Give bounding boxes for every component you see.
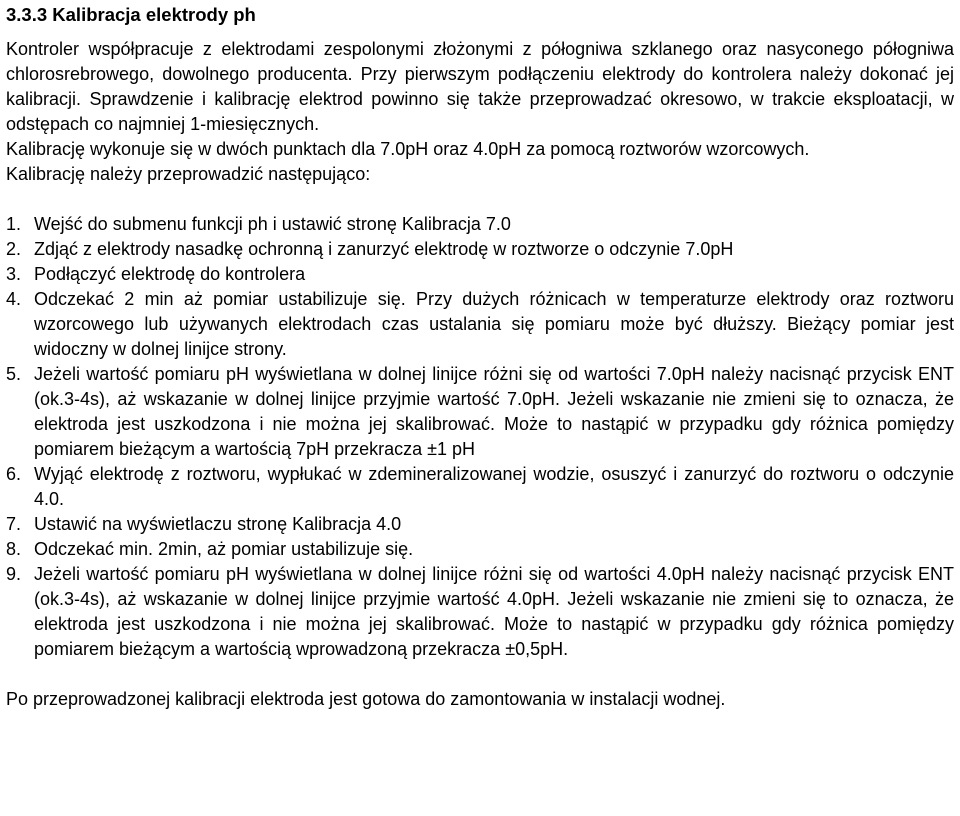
list-item <box>6 262 954 287</box>
step-number: 5. <box>6 364 22 384</box>
calibration-steps-list <box>6 212 954 662</box>
list-item <box>6 562 954 662</box>
list-item <box>6 512 954 537</box>
step-text: Wejść do submenu funkcji ph i ustawić stronę Kalibracja 7.0 <box>34 214 511 234</box>
step-text: Odczekać 2 min aż pomiar ustabilizuje się. Przy dużych różnicach w temperaturze elektrody oraz roztworu wzorcowego lub używanych elektrodach czas ustalania się pomiaru może być dłuższy. Bieżący pomiar jest widoczny w dolnej linijce strony. <box>34 289 954 359</box>
step-text: Jeżeli wartość pomiaru pH wyświetlana w dolnej linijce różni się od wartości 4.0pH należy nacisnąć przycisk ENT (ok.3-4s), aż wskazanie w dolnej linijce przyjmie wartość 4.0pH. Jeżeli wskazanie nie zmieni się to oznacza, że elektroda jest uszkodzona i nie można jej skalibrować. Może to nastąpić w przypadku gdy różnica pomiędzy pomiarem bieżącym a wartością wprowadzoną przekracza ±0,5pH. <box>34 564 954 659</box>
step-number: 9. <box>6 564 22 584</box>
list-item <box>6 237 954 262</box>
step-number: 2. <box>6 239 22 259</box>
step-text: Jeżeli wartość pomiaru pH wyświetlana w dolnej linijce różni się od wartości 7.0pH należy nacisnąć przycisk ENT (ok.3-4s), aż wskazanie w dolnej linijce przyjmie wartość 7.0pH. Jeżeli wskazanie nie zmieni się to oznacza, że elektroda jest uszkodzona i nie można jej skalibrować. Może to nastąpić w przypadku gdy różnica pomiędzy pomiarem bieżącym a wartością 7pH przekracza ±1 pH <box>34 364 954 459</box>
step-text: Odczekać min. 2min, aż pomiar ustabilizuje się. <box>34 539 414 559</box>
step-number: 8. <box>6 539 22 559</box>
list-item <box>6 212 954 237</box>
procedure-intro-paragraph: Kalibrację należy przeprowadzić następująco: <box>6 164 371 184</box>
intro-paragraph: Kontroler współpracuje z elektrodami zespolonymi złożonymi z półogniwa szklanego oraz nasyconego półogniwa chlorosrebrowego, dowolnego producenta. Przy pierwszym podłączeniu elektrody do kontrolera należy dokonać jej kalibracji. Sprawdzenie i kalibrację elektrod powinno się także przeprowadzać okresowo, w trakcie eksploatacji, w odstępach co najmniej 1-miesięcznych. <box>6 39 954 134</box>
step-number: 1. <box>6 214 22 234</box>
step-number: 7. <box>6 514 22 534</box>
spacer <box>6 662 954 687</box>
step-number: 3. <box>6 264 22 284</box>
step-text: Wyjąć elektrodę z roztworu, wypłukać w zdemineralizowanej wodzie, osuszyć i zanurzyć do roztworu o odczynie 4.0. <box>34 464 954 509</box>
list-item <box>6 537 954 562</box>
section-heading: 3.3.3 Kalibracja elektrody ph <box>6 4 256 25</box>
list-item <box>6 362 954 462</box>
step-number: 4. <box>6 289 22 309</box>
step-text: Ustawić na wyświetlaczu stronę Kalibracja 4.0 <box>34 514 402 534</box>
calibration-points-paragraph: Kalibrację wykonuje się w dwóch punktach dla 7.0pH oraz 4.0pH za pomocą roztworów wzorcowych. <box>6 139 810 159</box>
closing-paragraph: Po przeprowadzonej kalibracji elektroda jest gotowa do zamontowania w instalacji wodnej. <box>6 689 726 709</box>
list-item <box>6 462 954 512</box>
step-text: Podłączyć elektrodę do kontrolera <box>34 264 306 284</box>
spacer <box>6 187 954 212</box>
step-text: Zdjąć z elektrody nasadkę ochronną i zanurzyć elektrodę w roztworze o odczynie 7.0pH <box>34 239 734 259</box>
step-number: 6. <box>6 464 22 484</box>
list-item <box>6 287 954 362</box>
